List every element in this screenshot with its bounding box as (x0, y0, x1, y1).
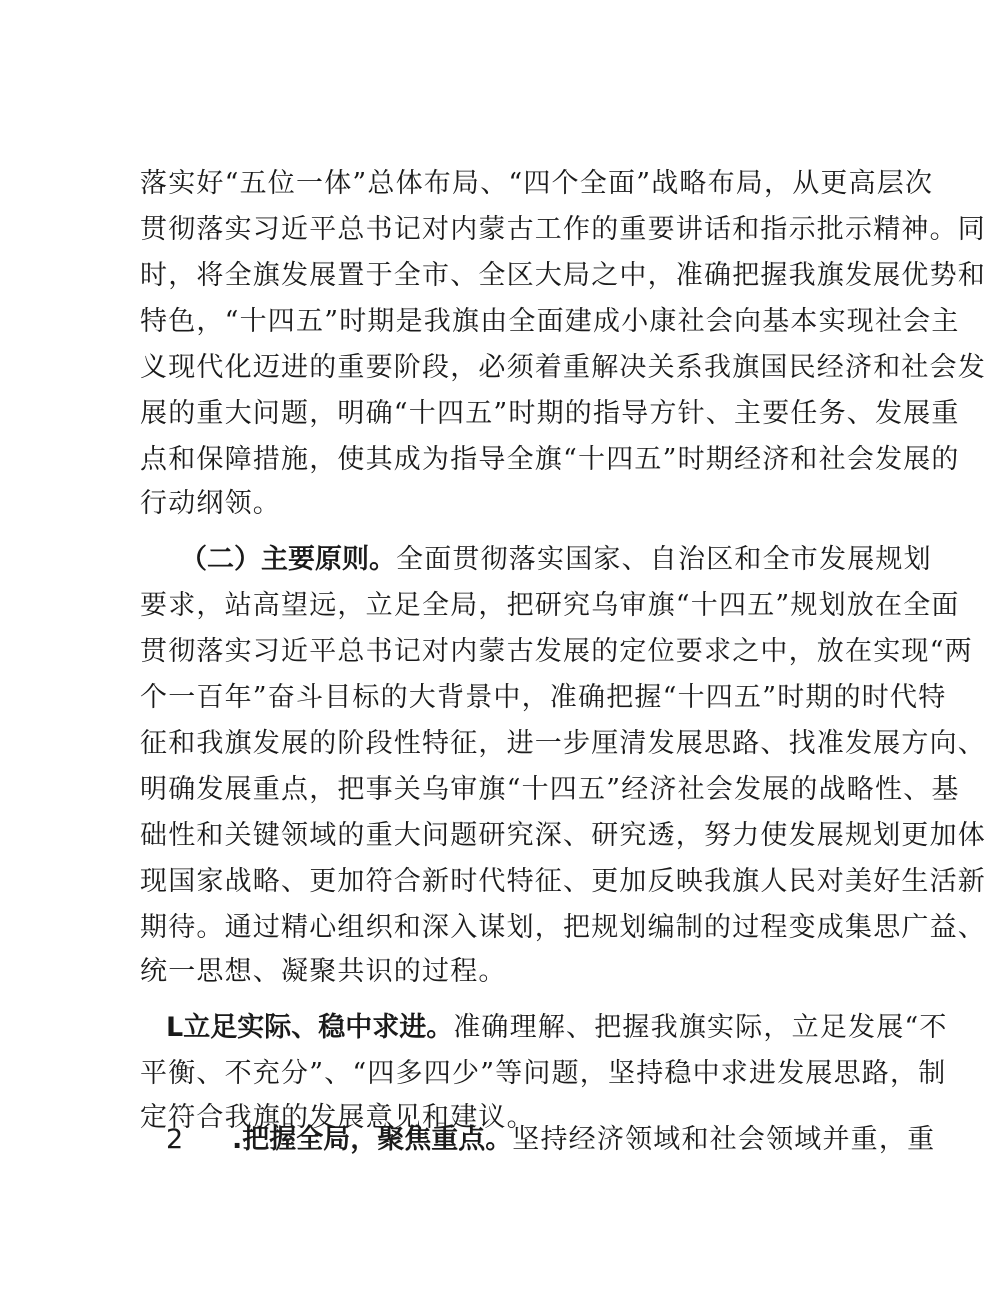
paragraph-line: 行动纲领。 (140, 488, 281, 519)
section-heading-rest: 全面贯彻落实国家、自治区和全市发展规划 (396, 544, 932, 575)
paragraph-line: 期待。通过精心组织和深入谋划，把规划编制的过程变成集思广益、 (140, 912, 986, 943)
paragraph-line: 础性和关键领域的重大问题研究深、研究透，努力使发展规划更加体 (140, 820, 986, 851)
item-heading-rest: 坚持经济领域和社会领域并重，重 (512, 1124, 936, 1155)
item-heading: .把握全局，聚焦重点。 (232, 1124, 513, 1155)
paragraph-line: 定符合我旗的发展意见和建议。 (140, 1102, 535, 1133)
item-number: 2 (166, 1124, 184, 1155)
paragraph-line: 明确发展重点，把事关乌审旗“十四五”经济社会发展的战略性、基 (140, 774, 960, 805)
paragraph-line: 义现代化迈进的重要阶段，必须着重解决关系我旗国民经济和社会发 (140, 352, 986, 383)
section-heading-line (180, 540, 932, 580)
paragraph-line: 现国家战略、更加符合新时代特征、更加反映我旗人民对美好生活新 (140, 866, 986, 897)
paragraph-line: 特色，“十四五”时期是我旗由全面建成小康社会向基本实现社会主 (140, 306, 960, 337)
paragraph-line: 展的重大问题，明确“十四五”时期的指导方针、主要任务、发展重 (140, 398, 960, 429)
paragraph-line: 贯彻落实习近平总书记对内蒙古发展的定位要求之中，放在实现“两 (140, 636, 973, 667)
item-heading-line (232, 1120, 936, 1160)
paragraph-line: 统一思想、凝聚共识的过程。 (140, 956, 507, 987)
paragraph-line: 平衡、不充分”、“四多四少”等问题，坚持稳中求进发展思路，制 (140, 1058, 947, 1089)
paragraph-line: 征和我旗发展的阶段性特征，进一步厘清发展思路、找准发展方向、 (140, 728, 986, 759)
section-heading: （二）主要原则。 (180, 544, 396, 575)
paragraph-line: 个一百年”奋斗目标的大背景中，准确把握“十四五”时期的时代特 (140, 682, 947, 713)
item-heading-rest: 准确理解、把握我旗实际，立足发展“不 (453, 1012, 948, 1043)
paragraph-line: 贯彻落实习近平总书记对内蒙古工作的重要讲话和指示批示精神。同 (140, 214, 986, 245)
paragraph-line: 点和保障措施，使其成为指导全旗“十四五”时期经济和社会发展的 (140, 444, 960, 475)
item-heading-line (166, 1008, 948, 1048)
item-heading: L立足实际、稳中求进。 (166, 1012, 454, 1043)
paragraph-line: 落实好“五位一体”总体布局、“四个全面”战略布局，从更高层次 (140, 168, 934, 199)
paragraph-line: 时，将全旗发展置于全市、全区大局之中，准确把握我旗发展优势和 (140, 260, 986, 291)
paragraph-line: 要求，站高望远，立足全局，把研究乌审旗“十四五”规划放在全面 (140, 590, 960, 621)
